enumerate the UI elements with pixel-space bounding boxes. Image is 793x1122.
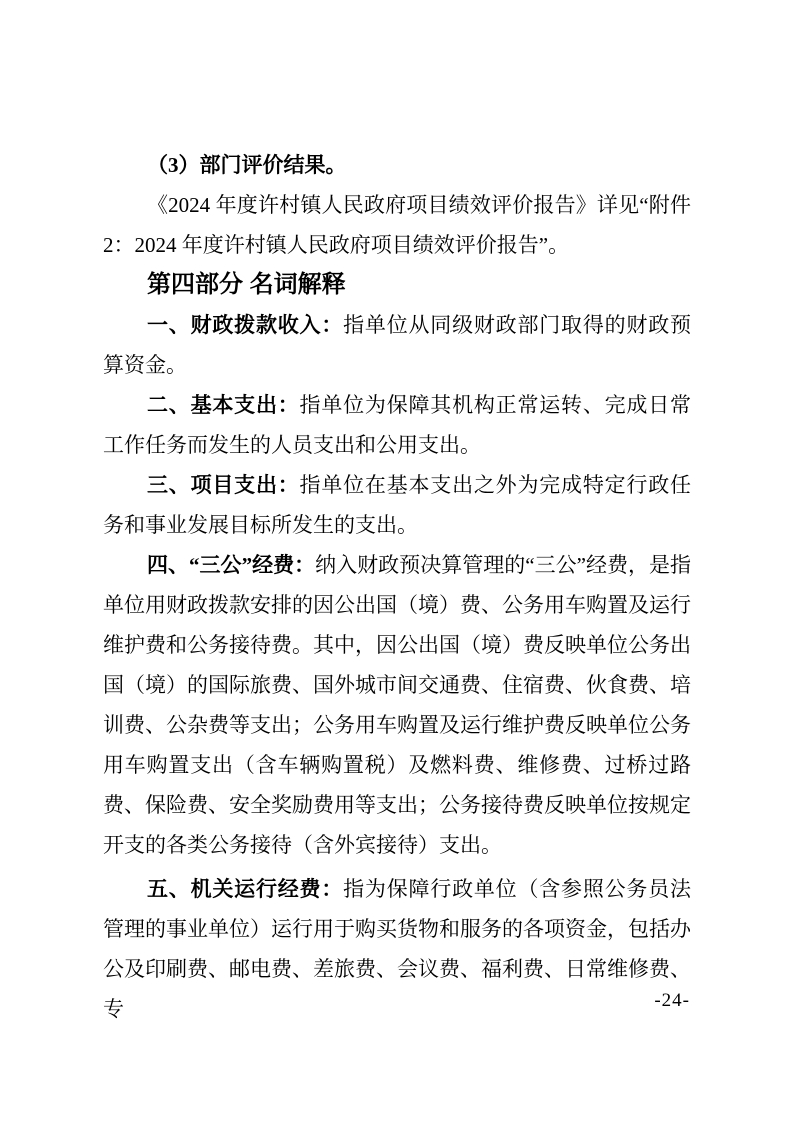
section-heading-part4-glossary: 第四部分 名词解释 xyxy=(147,271,346,298)
term-paragraph-5 xyxy=(103,869,691,1029)
paragraph-report-reference: 《2024 年度许村镇人民政府项目绩效评价报告》详见“附件2：2024 年度许村镇人民政府项目绩效评价报告”。 xyxy=(103,193,691,257)
term-lead-3: 三、项目支出： xyxy=(147,473,300,497)
paragraph-dept-eval-result: （3）部门评价结果。 xyxy=(147,153,347,177)
term-body-5: 指为保障行政单位（含参照公务员法管理的事业单位）运行用于购买货物和服务的各项资金，包括办公及印刷费、邮电费、差旅费、会议费、福利费、日常维修费、专 xyxy=(103,877,691,1021)
term-body-2: 指单位为保障其机构正常运转、完成日常工作任务而发生的人员支出和公用支出。 xyxy=(103,393,692,457)
term-paragraph-2 xyxy=(103,385,691,465)
term-body-3: 指单位在基本支出之外为完成特定行政任务和事业发展目标所发生的支出。 xyxy=(103,473,692,537)
term-body-1: 指单位从同级财政部门取得的财政预算资金。 xyxy=(103,313,691,377)
term-paragraph-3 xyxy=(103,465,691,545)
page-number: -24- xyxy=(654,990,690,1011)
document-body xyxy=(103,145,691,1029)
term-lead-1: 一、财政拨款收入： xyxy=(147,313,344,337)
term-lead-2: 二、基本支出： xyxy=(147,393,300,417)
term-paragraph-4 xyxy=(103,545,691,865)
term-paragraph-1 xyxy=(103,305,691,385)
term-lead-5: 五、机关运行经费： xyxy=(147,877,344,901)
term-lead-4: 四、“三公”经费： xyxy=(147,553,316,577)
term-body-4: 纳入财政预决算管理的“三公”经费，是指单位用财政拨款安排的因公出国（境）费、公务用车购置及运行维护费和公务接待费。其中，因公出国（境）费反映单位公务出国（境）的国际旅费、国外城市间交通费、住宿费、伙食费、培训费、公杂费等支出；公务用车购置及运行维护费反映单位公务用车购置支出（含车辆购置税）及燃料费、维修费、过桥过路费、保险费、安全奖励费用等支出；公务接待费反映单位按规定开支的各类公务接待（含外宾接待）支出。 xyxy=(103,553,692,857)
